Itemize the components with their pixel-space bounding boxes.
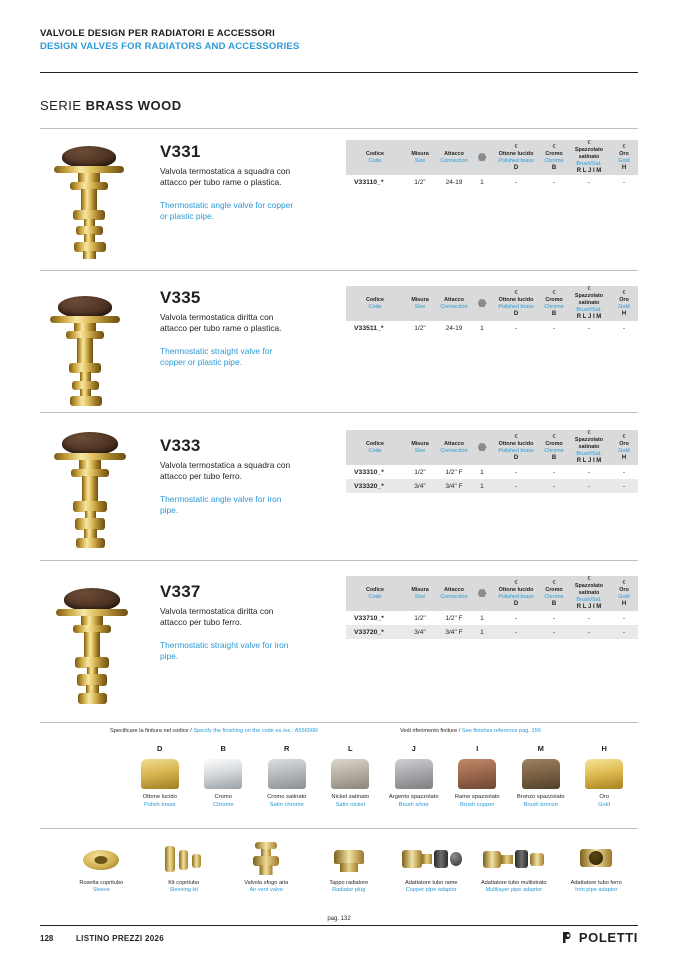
finish-name-en: Brush silver [398, 801, 429, 808]
th-gold: € Oro Gold H [610, 140, 638, 175]
finish-swatch [522, 759, 560, 789]
header-title-en: DESIGN VALVES FOR RADIATORS AND ACCESSORIES [40, 41, 300, 52]
cell-price-r: - [568, 479, 610, 493]
cell-price-b: - [540, 625, 568, 639]
product-name: V337 [160, 582, 201, 601]
finish-note-left-it: Specificare la finitura nel codice / [110, 728, 194, 734]
finishes-row [128, 744, 638, 809]
cell-connection: 3/4" F [436, 625, 472, 639]
cell-price-h: - [610, 625, 638, 639]
hex-nut-icon [472, 140, 492, 175]
air-vent-valve-icon [225, 838, 308, 880]
th-polished-brass: € Ottone lucido Polished brass D [492, 286, 540, 321]
product-image [40, 138, 158, 258]
cell-size: 1/2" [404, 175, 436, 189]
finish-note-right-it: Vedi riferimento finiture / [400, 728, 462, 734]
finish-letter: J [411, 744, 416, 753]
accessories-row [60, 838, 638, 895]
th-size: Misura Size [404, 286, 436, 321]
spec-table [346, 286, 638, 335]
product-name: V333 [160, 436, 201, 455]
finish-swatch [204, 759, 242, 789]
th-code: Codice Code [346, 286, 404, 321]
finish-name-it: Bronzo spazzolato [516, 794, 565, 800]
cell-price-b: - [540, 611, 568, 625]
th-brush-satin: € Spazzolato satinato Brush/Sat. R L J I M [568, 430, 610, 465]
series-name: BRASS WOOD [85, 98, 182, 113]
product-name: V331 [160, 142, 201, 161]
copper-pipe-adaptor-icon [390, 838, 473, 880]
th-connection: Attacco Connection [436, 430, 472, 465]
th-polished-brass: € Ottone lucido Polished brass D [492, 576, 540, 611]
multilayer-pipe-adaptor-icon [473, 838, 556, 880]
cell-price-r: - [568, 611, 610, 625]
th-code: Codice Code [346, 430, 404, 465]
finish-name-it: Nickel satinato [331, 794, 370, 800]
th-connection: Attacco Connection [436, 576, 472, 611]
finish-item-r [255, 744, 319, 809]
table-row [346, 321, 638, 335]
accessory-name-en: Copper pipe adaptor [405, 887, 457, 894]
cell-price-b: - [540, 479, 568, 493]
brand-name: POLETTI [578, 930, 638, 945]
product-divider [40, 128, 638, 129]
finish-name-en: Brush copper [460, 801, 495, 808]
cell-code: V33110_* [346, 175, 404, 189]
spec-table [346, 140, 638, 189]
cell-price-b: - [540, 321, 568, 335]
finish-swatch [458, 759, 496, 789]
th-brush-satin: € Spazzolato satinato Brush/Sat. R L J I M [568, 140, 610, 175]
product-desc-it: Valvola termostatica a squadra con attacco per tubo rame o plastica. [160, 166, 291, 188]
accessory-item [225, 838, 308, 895]
accessory-item [390, 838, 473, 895]
cell-size: 3/4" [404, 625, 436, 639]
th-size: Misura Size [404, 576, 436, 611]
cell-price-r: - [568, 321, 610, 335]
th-brush-satin: € Spazzolato satinato Brush/Sat. R L J I M [568, 576, 610, 611]
product-desc-it: Valvola termostatica diritta con attacco per tubo rame o plastica. [160, 312, 282, 334]
th-chrome: € Cromo Chrome B [540, 286, 568, 321]
th-polished-brass: € Ottone lucido Polished brass D [492, 140, 540, 175]
spec-table [346, 430, 638, 493]
product-desc-en: Thermostatic straight valve for copper or plastic pipe. [160, 346, 273, 368]
th-gold: € Oro Gold H [610, 576, 638, 611]
finish-item-b [192, 744, 256, 809]
cell-connection: 1/2" F [436, 611, 472, 625]
cell-price-h: - [610, 479, 638, 493]
finish-swatch [141, 759, 179, 789]
finish-name-it: Oro [599, 794, 610, 800]
finish-name-it: Argento spazzolato [388, 794, 439, 800]
finish-letter: H [601, 744, 607, 753]
accessory-item [60, 838, 143, 895]
finish-swatch [331, 759, 369, 789]
finish-letter: I [476, 744, 479, 753]
footer-title: LISTINO PREZZI 2026 [76, 934, 164, 943]
product-desc-en: Thermostatic angle valve for iron pipe. [160, 494, 282, 516]
spec-table [346, 576, 638, 639]
product-divider [40, 560, 638, 561]
cell-size: 1/2" [404, 611, 436, 625]
cell-connection: 1/2" F [436, 465, 472, 479]
finishes-divider [40, 722, 638, 723]
th-chrome: € Cromo Chrome B [540, 576, 568, 611]
pipe-sleeve-icon [60, 838, 143, 880]
header-divider [40, 72, 638, 73]
series-title [40, 98, 182, 113]
cell-connection: 24-19 [436, 321, 472, 335]
finish-letter: B [220, 744, 226, 753]
cell-price-r: - [568, 625, 610, 639]
cell-connection: 24-19 [436, 175, 472, 189]
cell-hex: 1 [472, 611, 492, 625]
page-reference: pag. 132 [327, 916, 351, 922]
iron-pipe-adaptor-icon [555, 838, 638, 880]
cell-price-h: - [610, 321, 638, 335]
accessory-item [143, 838, 226, 895]
accessory-name-it: Adattatore tubo rame [404, 880, 458, 886]
finish-name-it: Cromo satinato [267, 794, 307, 800]
cell-hex: 1 [472, 175, 492, 189]
accessory-name-en: Sleeving kit [169, 887, 199, 894]
cell-size: 1/2" [404, 321, 436, 335]
header-title-it: VALVOLE DESIGN PER RADIATORI E ACCESSORI [40, 28, 275, 39]
th-code: Codice Code [346, 576, 404, 611]
accessory-item [473, 838, 556, 895]
finish-name-en: Chrome [212, 801, 234, 808]
cell-size: 3/4" [404, 479, 436, 493]
page-header [40, 28, 638, 52]
hex-nut-icon [472, 430, 492, 465]
accessory-name-it: Tappo radiatore [329, 880, 369, 886]
finish-letter: L [347, 744, 353, 753]
product-desc-en: Thermostatic angle valve for copper or plastic pipe. [160, 200, 294, 222]
product-divider [40, 412, 638, 413]
product-block [40, 270, 638, 412]
finish-item-h [573, 744, 637, 809]
product-divider [40, 270, 638, 271]
finish-swatch [395, 759, 433, 789]
finish-item-l [319, 744, 383, 809]
finish-swatch [268, 759, 306, 789]
product-image [40, 284, 158, 406]
finish-item-d [128, 744, 192, 809]
finish-letter: D [157, 744, 163, 753]
accessory-item [555, 838, 638, 895]
table-row [346, 465, 638, 479]
cell-hex: 1 [472, 479, 492, 493]
product-image [40, 422, 158, 550]
cell-price-b: - [540, 465, 568, 479]
accessory-item [308, 838, 391, 895]
cell-price-h: - [610, 611, 638, 625]
cell-code: V33310_* [346, 465, 404, 479]
finish-name-it: Ottone lucido [142, 794, 177, 800]
product-block [40, 412, 638, 560]
brand-logo [562, 930, 638, 945]
table-row [346, 479, 638, 493]
finish-swatch [585, 759, 623, 789]
cell-code: V33511_* [346, 321, 404, 335]
cell-hex: 1 [472, 465, 492, 479]
cell-price-b: - [540, 175, 568, 189]
cell-price-d: - [492, 465, 540, 479]
finish-name-en: Satin chrome [269, 801, 304, 808]
th-gold: € Oro Gold H [610, 286, 638, 321]
finish-name-en: Polish brass [143, 801, 176, 808]
footer-page-number: 128 [40, 934, 54, 943]
finish-item-m [509, 744, 573, 809]
cell-price-d: - [492, 625, 540, 639]
accessory-name-it: Kit copritubo [168, 880, 200, 886]
cell-code: V33320_* [346, 479, 404, 493]
radiator-plug-icon [308, 838, 391, 880]
cell-price-d: - [492, 175, 540, 189]
cell-price-r: - [568, 175, 610, 189]
product-image [40, 574, 158, 706]
table-row [346, 175, 638, 189]
th-polished-brass: € Ottone lucido Polished brass D [492, 430, 540, 465]
finish-name-en: Brush bronze [523, 801, 558, 808]
finish-name-en: Satin nickel [335, 801, 366, 808]
hex-nut-icon [472, 576, 492, 611]
accessory-name-it: Adattatore tubo ferro [570, 880, 622, 886]
finish-letter: R [284, 744, 290, 753]
footer-divider [40, 925, 638, 926]
accessory-name-en: Radiator plug [332, 887, 366, 894]
cell-hex: 1 [472, 321, 492, 335]
th-connection: Attacco Connection [436, 286, 472, 321]
product-desc-it: Valvola termostatica a squadra con attacco per tubo ferro. [160, 460, 291, 482]
accessories-divider [40, 828, 638, 829]
cell-price-r: - [568, 465, 610, 479]
cell-price-d: - [492, 321, 540, 335]
finish-note-left-en: Specify the finishing on the code es./ex.: A55600R [193, 728, 319, 734]
accessory-name-it: Rosetta copritubo [79, 880, 124, 886]
product-block [40, 128, 638, 270]
th-code: Codice Code [346, 140, 404, 175]
table-row [346, 611, 638, 625]
accessory-name-en: Air vent valve [249, 887, 284, 894]
cell-size: 1/2" [404, 465, 436, 479]
cell-code: V33710_* [346, 611, 404, 625]
th-gold: € Oro Gold H [610, 430, 638, 465]
cell-hex: 1 [472, 625, 492, 639]
cell-price-h: - [610, 175, 638, 189]
finish-letter: M [537, 744, 544, 753]
finish-name-en: Gold [598, 801, 611, 808]
accessory-name-en: Multilayer pipe adaptor [485, 887, 543, 894]
finish-name-it: Cromo [214, 794, 232, 800]
cell-price-d: - [492, 479, 540, 493]
cell-price-h: - [610, 465, 638, 479]
accessory-name-en: Sleeve [92, 887, 110, 894]
accessory-name-it: Valvola sfogo aria [244, 880, 289, 886]
hex-nut-icon [472, 286, 492, 321]
th-size: Misura Size [404, 430, 436, 465]
accessory-name-en: Iron pipe adaptor [575, 887, 618, 894]
th-size: Misura Size [404, 140, 436, 175]
sleeving-kit-icon [143, 838, 226, 880]
product-block [40, 560, 638, 710]
finish-name-it: Rame spazzolato [454, 794, 500, 800]
th-chrome: € Cromo Chrome B [540, 140, 568, 175]
cell-code: V33720_* [346, 625, 404, 639]
product-name: V335 [160, 288, 201, 307]
cell-price-d: - [492, 611, 540, 625]
table-row [346, 625, 638, 639]
finish-note-right [400, 728, 541, 734]
series-prefix: SERIE [40, 98, 86, 113]
finish-note-right-en: See finishes reference pag. 156 [461, 728, 541, 734]
th-brush-satin: € Spazzolato satinato Brush/Sat. R L J I M [568, 286, 610, 321]
accessory-name-it: Adattatore tubo multistrato [480, 880, 547, 886]
th-chrome: € Cromo Chrome B [540, 430, 568, 465]
product-desc-en: Thermostatic straight valve for iron pipe. [160, 640, 289, 662]
poletti-mark-icon [562, 931, 575, 944]
finish-item-j [382, 744, 446, 809]
finish-item-i [446, 744, 510, 809]
cell-connection: 3/4" F [436, 479, 472, 493]
product-desc-it: Valvola termostatica diritta con attacco per tubo ferro. [160, 606, 274, 628]
finish-note-left [110, 728, 318, 734]
th-connection: Attacco Connection [436, 140, 472, 175]
